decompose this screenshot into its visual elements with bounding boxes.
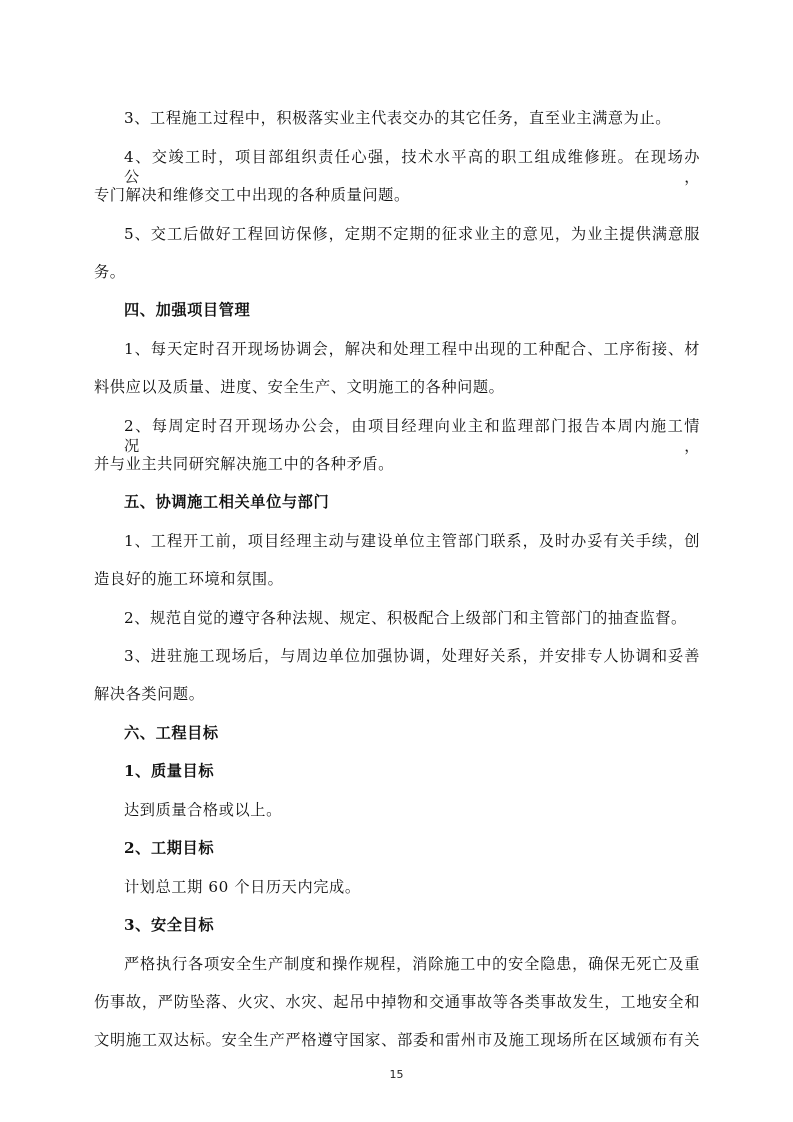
paragraph-line: 解决各类问题。: [94, 685, 205, 703]
paragraph-line: 造良好的施工环境和氛围。: [94, 570, 284, 588]
paragraph-line: 3、进驻施工现场后，与周边单位加强协调，处理好关系，并安排专人协调和妥善: [124, 647, 700, 665]
paragraph-line: 伤事故，严防坠落、火灾、水灾、起吊中掉物和交通事故等各类事故发生，工地安全和: [94, 993, 700, 1011]
paragraph-line: 2、规范自觉的遵守各种法规、规定、积极配合上级部门和主管部门的抽查监督。: [124, 609, 687, 627]
section-heading: 五、协调施工相关单位与部门: [124, 493, 330, 511]
paragraph-line: 计划总工期 60 个日历天内完成。: [124, 878, 361, 896]
paragraph-line: 文明施工双达标。安全生产严格遵守国家、部委和雷州市及施工现场所在区域颁布有关: [94, 1031, 700, 1049]
paragraph-line: 3、工程施工过程中，积极落实业主代表交办的其它任务，直至业主满意为止。: [124, 109, 672, 127]
paragraph-line: 1、工程开工前，项目经理主动与建设单位主管部门联系，及时办妥有关手续，创: [124, 532, 700, 550]
page-number: 15: [389, 1068, 404, 1081]
paragraph-line: 5、交工后做好工程回访保修，定期不定期的征求业主的意见，为业主提供满意服: [124, 225, 700, 243]
section-heading: 四、加强项目管理: [124, 301, 251, 319]
paragraph-line: 并与业主共同研究解决施工中的各种矛盾。: [94, 455, 394, 473]
subsection-heading: 1、质量目标: [124, 762, 215, 780]
paragraph-line: 料供应以及质量、进度、安全生产、文明施工的各种问题。: [94, 378, 505, 396]
paragraph-line: 4、交竣工时，项目部组织责任心强，技术水平高的职工组成维修班。在现场办公，: [124, 148, 700, 186]
subsection-heading: 2、工期目标: [124, 839, 215, 857]
subsection-heading: 3、安全目标: [124, 916, 215, 934]
paragraph-line: 1、每天定时召开现场协调会，解决和处理工程中出现的工种配合、工序衔接、材: [124, 340, 700, 358]
paragraph-line: 严格执行各项安全生产制度和操作规程，消除施工中的安全隐患，确保无死亡及重: [124, 955, 700, 973]
paragraph-line: 2、每周定时召开现场办公会，由项目经理向业主和监理部门报告本周内施工情况，: [124, 417, 700, 455]
section-heading: 六、工程目标: [124, 724, 219, 742]
paragraph-line: 务。: [94, 263, 126, 281]
paragraph-line: 专门解决和维修交工中出现的各种质量问题。: [94, 186, 410, 204]
paragraph-line: 达到质量合格或以上。: [124, 801, 282, 819]
